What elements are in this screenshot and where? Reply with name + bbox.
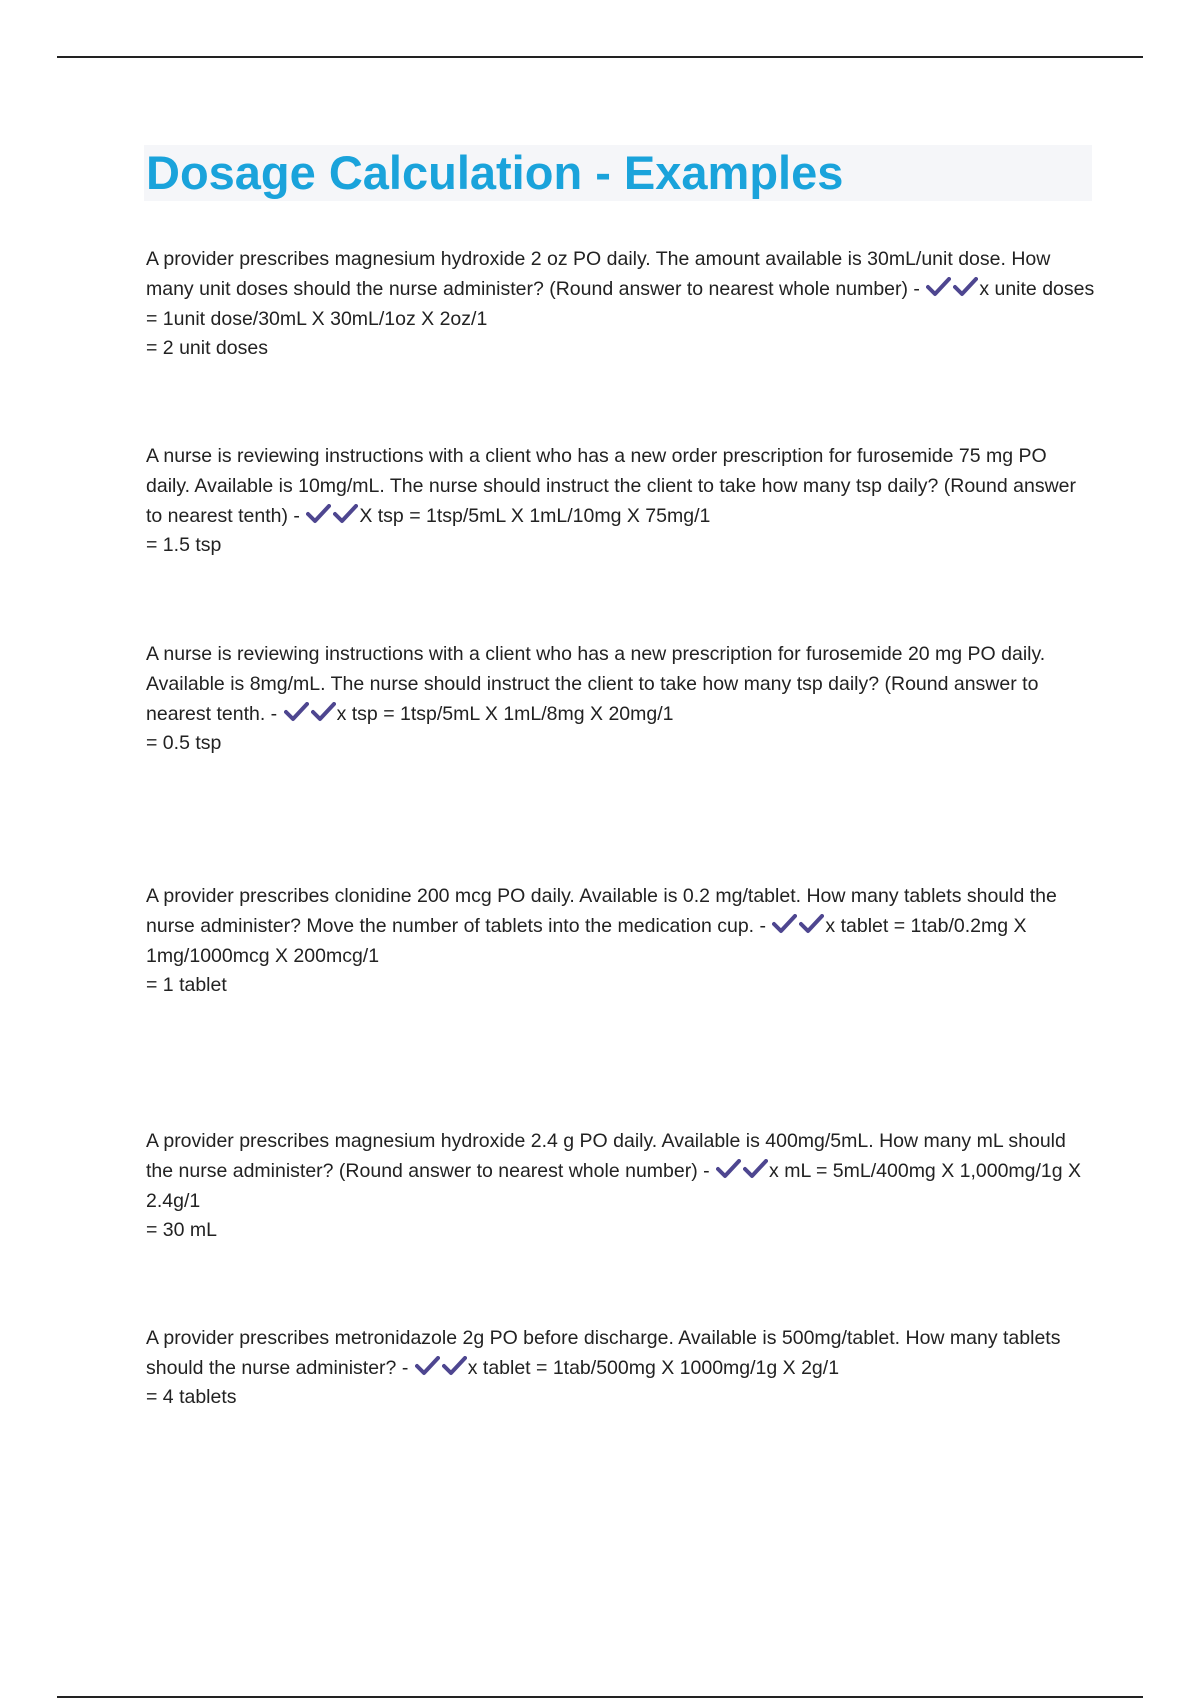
question-block [146,639,1096,757]
question-block [146,1323,1096,1411]
question-prompt: A provider prescribes magnesium hydroxide 2 oz PO daily. The amount available is 30mL/unit dose. How many unit doses should the nurse administer? (Round answer to nearest whole number) - [146,248,1051,300]
document-title: Dosage Calculation - Examples [146,146,844,199]
question-answer: = 30 mL [146,1219,218,1241]
question-text [146,881,1096,971]
question-text [146,639,1096,729]
top-rule [57,56,1143,58]
question-text [146,1126,1096,1216]
check-icon [442,1356,467,1376]
check-icon [415,1356,440,1376]
check-icon [926,277,951,297]
question-text [146,1323,1096,1383]
check-icon [311,702,336,722]
check-icon [743,1159,768,1179]
check-icon [306,504,331,524]
check-icon [333,504,358,524]
question-prompt: A provider prescribes clonidine 200 mcg PO daily. Available is 0.2 mg/tablet. How many tablets should the nurse administer? Move the number of tablets into the medication cup. - [146,885,1057,937]
question-work: x tablet = 1tab/0.2mg X 1mg/1000mcg X 200mcg/1 [146,915,1027,967]
question-block [146,1126,1096,1244]
question-work: x tablet = 1tab/500mg X 1000mg/1g X 2g/1 [467,1357,840,1379]
question-block [146,244,1096,362]
question-prompt: A nurse is reviewing instructions with a client who has a new prescription for furosemide 20 mg PO daily. Available is 8mg/mL. The nurse should instruct the client to take how many tsp daily? (Round answer to nearest tenth. - [146,643,1046,725]
question-answer: = 1 tablet [146,974,227,996]
question-answer: = 4 tablets [146,1386,237,1408]
question-block [146,881,1096,999]
check-icon [716,1159,741,1179]
question-text [146,244,1096,334]
question-block [146,441,1096,559]
question-prompt: A provider prescribes magnesium hydroxide 2.4 g PO daily. Available is 400mg/5mL. How many mL should the nurse administer? (Round answer to nearest whole number) - [146,1130,1066,1182]
question-answer: = 2 unit doses [146,337,268,359]
check-icon [799,914,824,934]
check-icon [953,277,978,297]
question-prompt: A provider prescribes metronidazole 2g PO before discharge. Available is 500mg/tablet. How many tablets should the nurse administer? - [146,1327,1061,1379]
check-icon [772,914,797,934]
question-answer: = 0.5 tsp [146,732,222,754]
bottom-rule [57,1696,1143,1698]
question-answer: = 1.5 tsp [146,534,222,556]
question-text [146,441,1096,531]
question-work: x unite doses = 1unit dose/30mL X 30mL/1oz X 2oz/1 [146,278,1095,330]
question-work: x tsp = 1tsp/5mL X 1mL/8mg X 20mg/1 [336,703,674,725]
check-icon [284,702,309,722]
question-work: x mL = 5mL/400mg X 1,000mg/1g X 2.4g/1 [146,1160,1082,1212]
question-work: X tsp = 1tsp/5mL X 1mL/10mg X 75mg/1 [359,505,711,527]
question-prompt: A nurse is reviewing instructions with a client who has a new order prescription for furosemide 75 mg PO daily. Available is 10mg/mL. The nurse should instruct the client to take how many tsp daily? (Round answer to nearest tenth) - [146,445,1076,527]
